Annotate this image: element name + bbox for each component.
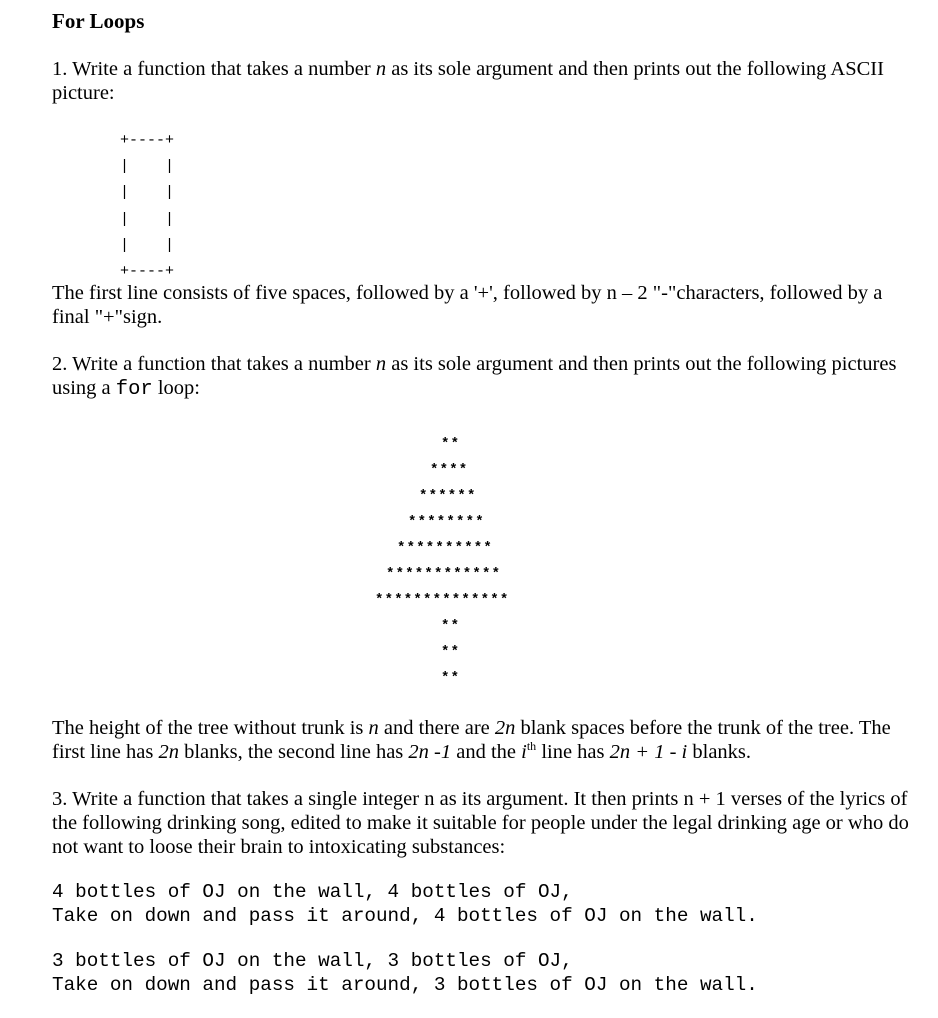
ascii-line: +----+: [120, 263, 175, 281]
tree-line: ********: [408, 514, 485, 530]
tree-line: ****: [430, 462, 469, 478]
q2-var-n: n: [375, 353, 387, 375]
tree-trunk-line: **: [441, 670, 461, 686]
q2-exp-text: blanks, the second line has: [178, 741, 409, 763]
q2-suffix: loop:: [152, 377, 200, 399]
tree-line: **************: [375, 592, 510, 608]
q2-exp-var: i: [521, 741, 527, 763]
q2-prefix: 2. Write a function that takes a number: [52, 353, 376, 375]
q2-exp-text: blanks.: [687, 741, 752, 763]
song-verse-2: [52, 950, 758, 997]
question-3-text: 3. Write a function that takes a single integer n as its argument. It then prints n + 1 verses of the lyrics of the following drinking song, edited to make it suitable for people under the legal drinking age or who do not want to loose their brain to intoxicating substances:: [52, 788, 909, 858]
q2-exp-var: 2n: [494, 717, 516, 739]
ascii-line: +----+: [120, 132, 175, 149]
tree-line: ************: [386, 566, 502, 582]
q2-exp-text: blank spaces before the trunk of the tree. The first line has: [52, 717, 891, 763]
q2-exp-var: 2n -1: [408, 741, 452, 763]
q2-exp-text: and the: [451, 741, 522, 763]
question-2-text: [52, 352, 912, 402]
q1-prefix: 1. Write a function that takes a number: [52, 58, 376, 80]
tree-trunk-line: **: [441, 644, 461, 660]
tree-trunk-line: **: [441, 618, 461, 634]
q2-exp-text: The height of the tree without trunk is: [52, 717, 369, 739]
tree-line: **********: [397, 540, 494, 556]
ascii-line: | |: [120, 210, 175, 228]
question-1-text: [52, 57, 912, 105]
q2-middle: as its sole argument and then prints out the following pictures using a: [52, 353, 897, 399]
song-line: 3 bottles of OJ on the wall, 3 bottles of OJ,: [52, 950, 573, 972]
song-line: Take on down and pass it around, 4 bottles of OJ on the wall.: [52, 904, 758, 927]
song-line: Take on down and pass it around, 3 bottles of OJ on the wall.: [52, 973, 758, 996]
ascii-box-picture: [120, 128, 174, 285]
question-2-explanation: [52, 716, 912, 764]
q2-exp-text: and there are: [378, 717, 495, 739]
song-line: 4 bottles of OJ on the wall, 4 bottles of OJ,: [52, 881, 573, 903]
tree-line: ******: [419, 488, 477, 504]
question-1-explanation: The first line consists of five spaces, followed by a '+', followed by n – 2 "-"characters, followed by a final "+"sign.: [52, 282, 883, 328]
q1-suffix: as its sole argument and then prints out the following ASCII picture:: [52, 58, 884, 104]
ascii-line: | |: [120, 184, 175, 202]
song-verse-1: [52, 881, 758, 928]
q2-exp-superscript: th: [526, 739, 537, 754]
tree-line: **: [441, 436, 461, 452]
q2-exp-var: 2n: [158, 741, 179, 763]
q1-var-n: n: [375, 58, 387, 80]
q2-exp-var: 2n + 1 - i: [609, 741, 688, 763]
q2-code-for: for: [115, 378, 153, 401]
ascii-line: | |: [120, 158, 175, 176]
ascii-line: | |: [120, 236, 175, 254]
q2-exp-text: line has: [536, 741, 610, 763]
q2-exp-var: n: [368, 717, 379, 739]
page-title: For Loops: [52, 9, 145, 33]
